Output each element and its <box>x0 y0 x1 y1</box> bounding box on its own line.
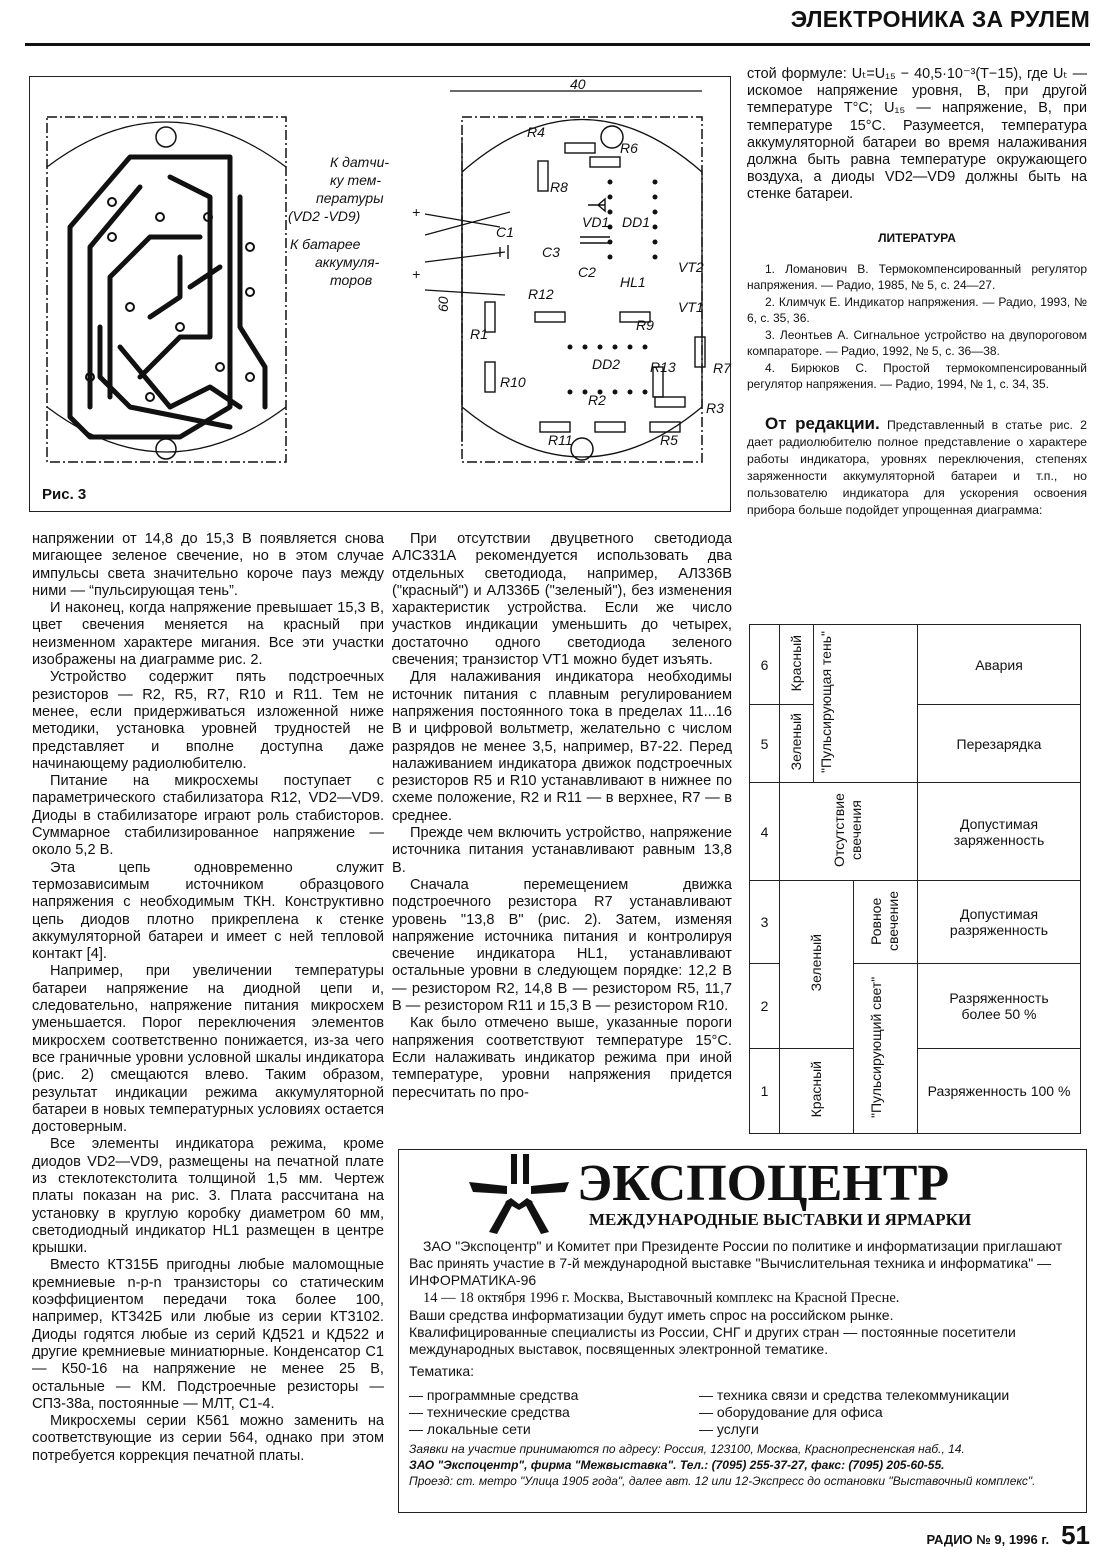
expocentre-advertisement <box>398 1149 1087 1513</box>
literature-list <box>747 261 1087 393</box>
paragraph: При отсутствии двуцветного светодиода АЛС331А рекомендуется использовать два отдельных светодиода, например, АЛ336В ("красный") и АЛ336Б ("зеленый"), без изменения характеристик устройства. Если же число участков индикации уменьшить до четырех, достаточно одного светодиода зеленого свечения; транзистор VT1 можно будет изъять. <box>392 531 732 669</box>
paragraph: Питание на микросхемы поступает с параметрического стабилизатора R12, VD2—VD9. Диоды в стабилизаторе играют роль стабисторов. Суммарное стабилизированное напряжение — около 5,2 В. <box>32 773 384 859</box>
paragraph: Сначала перемещением движка подстроечного резистора R7 устанавливают уровень "13,8 В" (рис. 2). Затем, изменяя напряжение источника питания и контролируя свечение индикатора HL1, устанавливают остальные уровни в следующем порядке: 12,2 В — резистором R2, 14,8 В — резистором R5, 11,7 В — резистором R11 и 15,3 В — резистором R10. <box>392 876 732 1015</box>
label-c2: C2 <box>578 264 596 280</box>
literature-item: 1. Ломанович В. Термокомпенсированный регулятор напряжения. — Радио, 1985, № 5, с. 24—27. <box>747 261 1087 293</box>
topic-item: — техника связи и средства телекоммуникации <box>699 1386 1010 1403</box>
paragraph: Эта цепь одновременно служит термозависимым источником образцового напряжения с необходимым ТКН. Конструктивно цепь диодов плотно прикреплена к стенке аккумуляторной батареи и имеет с ней тепловой контакт [4]. <box>32 859 384 963</box>
battery-label-3: торов <box>330 272 373 288</box>
label-r10: R10 <box>500 374 526 390</box>
diagram-row-3 <box>750 881 1081 964</box>
article-column-2 <box>392 531 732 1102</box>
pcb-drawing <box>30 77 732 513</box>
ad-line: Ваши средства информатизации будут иметь спрос на российском рынке. <box>409 1306 894 1323</box>
topic-item: — технические средства <box>409 1403 570 1420</box>
dim-height: 60 <box>435 296 451 312</box>
label-r2: R2 <box>588 392 606 408</box>
article-column-3 <box>747 66 1087 519</box>
topic-item: — оборудование для офиса <box>699 1403 883 1420</box>
diagram-row-4 <box>750 783 1081 881</box>
label-r6: R6 <box>620 140 638 156</box>
plus-sign: + <box>412 204 421 220</box>
literature-item: 2. Климчук Е. Индикатор напряжения. — Радио, 1993, № 6, с. 35, 36. <box>747 294 1087 326</box>
label-c3: C3 <box>542 244 560 260</box>
literature-item: 4. Бирюков С. Простой термокомпенсированный регулятор напряжения. — Радио, 1994, № 1, с. 34, 35. <box>747 360 1087 392</box>
page-footer <box>880 1520 1090 1551</box>
formula-paragraph: стой формуле: Uₜ=U₁₅ − 40,5·10⁻³(Т−15), где Uₜ — искомое напряжение уровня, В, при другой температуре Т°С; U₁₅ — напряжение, В, при температуре 15°С. Разумеется, температура аккумуляторной батареи во время налаживания должна быть равна температуре окружающего воздуха, а диоды VD2—VD9 должны быть на стенке батареи. <box>747 66 1087 203</box>
paragraph: Для налаживания индикатора необходимы источник питания с плавным регулированием напряжения постоянного тока в пределах 11...16 В и цифровой вольтметр, желательно с числом разрядов не менее 3,5, например, В7-22. Перед налаживанием индикатора движок подстроечных резисторов R5 и R10 устанавливают в нижнее по схеме положение, R2 и R11 — в верхнее, R7 — в среднее. <box>392 669 732 824</box>
ad-body <box>409 1238 1077 1489</box>
level-2: 2 <box>750 964 780 1049</box>
level-3: 3 <box>750 881 780 964</box>
state-6: Авария <box>918 625 1081 705</box>
battery-label-1: К батарее <box>290 236 361 252</box>
label-r4: R4 <box>527 124 545 140</box>
color-red: Красный <box>780 1049 854 1134</box>
mount-hole <box>156 127 176 147</box>
paragraph: Например, при увеличении температуры батареи напряжение на диодной цепи и, следовательно, напряжение питания микросхем уменьшается. Порог переключения элементов микросхем соответственно понижается, из-за чего все граничные уровни условной шкалы индикатора (рис. 2) смещаются влево. Таким образом, результат индикации режима аккумуляторной батареи в новых температурных условиях остается достоверным. <box>32 963 384 1136</box>
topic-item: — программные средства <box>409 1386 579 1403</box>
paragraph: Вместо КТ315Б пригодны любые маломощные кремниевые n-p-n транзисторы со статическим коэффициентом передачи тока более 100, например, КТ342Б или любые из серии КТ3102. Диоды годятся любые из серий КД521 и КД522 и другие кремниевые миниатюрные. Конденсатор С1 — К50-16 на напряжение не менее 25 В, остальные — КМ. Подстроечные резисторы — СП3-38а, постоянные — МЛТ, С1-4. <box>32 1257 384 1412</box>
paragraph: Как было отмечено выше, указанные пороги напряжения соответствуют температуре 15°С. Если налаживать индикатор режима при иной температуре, уровни напряжения придется пересчитать по про- <box>392 1015 732 1101</box>
state-3: Допустимая разряженность <box>918 881 1081 964</box>
label-r11: R11 <box>548 432 573 448</box>
paragraph: напряжении от 14,8 до 15,3 В появляется снова мигающее зеленое свечение, но в этом случае импульсы света значительно короче пауз между ними — “пульсирующая тень”. <box>32 531 384 599</box>
label-r8: R8 <box>550 179 568 195</box>
ad-line: Квалифицированные специалисты из России, СНГ и других стран — постоянные посетители международных выставок, посвященных электронной тематике. <box>409 1324 1016 1358</box>
editor-label: От редакции. <box>765 413 880 433</box>
label-vd1: VD1 <box>582 214 610 230</box>
contact-directions: Проезд: ст. метро "Улица 1905 года", далее авт. 12 или 12-Экспресс до остановки "Выставочный комплекс". <box>409 1473 1036 1488</box>
sensor-label-1: К датчи- <box>330 154 390 170</box>
mode-no-glow: Отсутствие свечения <box>780 783 918 881</box>
topics-title: Тематика: <box>409 1363 474 1380</box>
label-vt2: VT2 <box>678 259 704 275</box>
state-1: Разряженность 100 % <box>918 1049 1081 1134</box>
board-outline-left <box>47 117 286 462</box>
paragraph: Прежде чем включить устройство, напряжение источника питания устанавливают равным 13,8 В. <box>392 825 732 876</box>
paragraph: Все элементы индикатора режима, кроме диодов VD2—VD9, размещены на печатной плате из стеклотекстолита толщиной 1,5 мм. Чертеж платы показан на рис. 3. Плата рассчитана на установку в круглую коробку диаметром 60 мм, светодиодный индикатор HL1 размещен в центре крышки. <box>32 1136 384 1257</box>
brand-subtitle: МЕЖДУНАРОДНЫЕ ВЫСТАВКИ И ЯРМАРКИ <box>589 1210 972 1229</box>
indicator-diagram <box>749 624 1081 1134</box>
color-red: Красный <box>780 625 814 705</box>
mount-hole <box>156 439 176 459</box>
mode-pulsing-shadow: "Пульсирующая тень" <box>814 625 918 783</box>
copper-traces <box>70 157 265 437</box>
article-column-1 <box>32 531 384 1465</box>
topic-item: — локальные сети <box>409 1420 531 1437</box>
label-dd1: DD1 <box>622 214 651 230</box>
label-r9: R9 <box>636 317 654 333</box>
brand-name: ЭКСПОЦЕНТР <box>577 1155 950 1212</box>
contact-phone: ЗАО "Экспоцентр", фирма "Межвыставка". Тел.: (7095) 255-37-27, факс: (7095) 205-60-55. <box>409 1457 945 1472</box>
level-5: 5 <box>750 705 780 783</box>
state-5: Перезарядка <box>918 705 1081 783</box>
topics-list <box>409 1387 1077 1438</box>
sensor-label-2: ку тем- <box>330 172 382 188</box>
sensor-label-4: (VD2 -VD9) <box>288 208 361 224</box>
ad-dates: 14 — 18 октября 1996 г. Москва, Выставочный комплекс на Красной Пресне. <box>423 1289 900 1306</box>
level-4: 4 <box>750 783 780 881</box>
paragraph: И наконец, когда напряжение превышает 15,3 В, цвет свечения меняется на красный при неизменном характере мигания. Все эти участки изображены на диаграмме рис. 2. <box>32 600 384 669</box>
issue-info: РАДИО № 9, 1996 г. <box>926 1532 1050 1547</box>
label-r7: R7 <box>713 360 731 376</box>
literature-item: 3. Леонтьев А. Сигнальное устройство на двупороговом компараторе. — Радио, 1992, № 5, с. 36—38. <box>747 327 1087 359</box>
level-1: 1 <box>750 1049 780 1134</box>
label-r1: R1 <box>470 326 488 342</box>
dim-width: 40 <box>570 77 586 92</box>
mode-steady: Ровное свечение <box>854 881 918 964</box>
contact-address: Заявки на участие принимаются по адресу: Россия, 123100, Москва, Краснопресненская наб., 14. <box>409 1441 965 1456</box>
editor-note <box>747 415 1087 519</box>
label-r3: R3 <box>706 400 724 416</box>
color-green: Зеленый <box>780 705 814 783</box>
expocentre-logo-icon <box>469 1154 569 1234</box>
plus-sign: + <box>412 266 421 282</box>
board-outline-right <box>462 117 702 462</box>
diagram-row-6 <box>750 625 1081 705</box>
label-r5: R5 <box>660 432 678 448</box>
level-6: 6 <box>750 625 780 705</box>
label-dd2: DD2 <box>592 356 621 372</box>
section-header: ЭЛЕКТРОНИКА ЗА РУЛЕМ <box>790 6 1090 32</box>
battery-label-2: аккумуля- <box>315 254 380 270</box>
figure-3 <box>29 76 731 512</box>
paragraph: Микросхемы серии К561 можно заменить на соответствующие из серии 564, однако при этом потребуется коррекция печатной платы. <box>32 1413 384 1464</box>
figure-caption: Рис. 3 <box>42 486 87 503</box>
label-c1: C1 <box>496 224 514 240</box>
literature-title: ЛИТЕРАТУРА <box>878 230 956 245</box>
state-2: Разряженность более 50 % <box>918 964 1081 1049</box>
label-r13: R13 <box>650 359 676 375</box>
state-4: Допустимая заряженность <box>918 783 1081 881</box>
topic-item: — услуги <box>699 1420 759 1437</box>
editor-text: Представленный в статье рис. 2 дает радиолюбителю полное представление о характере работы индикатора, уровнях переключения, степенях заряженности аккумуляторной батареи и т.п., но пользователю индикатора для ускорения освоения прибора больше подойдет упрощенная диаграмма: <box>747 417 1087 517</box>
mode-pulsing-light: "Пульсирующий свет" <box>854 964 918 1134</box>
label-r12: R12 <box>528 286 554 302</box>
paragraph: Устройство содержит пять подстроечных резисторов — R2, R5, R7, R10 и R11. Тем не менее, если придерживаться изложенной ниже методики, установка уровней трудностей не представляет и вполне доступна даже начинающему радиолюбителю. <box>32 669 384 772</box>
sensor-label-3: пературы <box>316 190 384 206</box>
page-number: 51 <box>1061 1520 1090 1550</box>
header-rule <box>25 43 1090 46</box>
ad-intro: ЗАО "Экспоцентр" и Комитет при Президенте России по политике и информатизации приглашают Вас принять участие в 7-й международной выставке "Вычислительная техника и информатика" — ИНФОРМАТИКА-96 <box>409 1238 1063 1289</box>
label-vt1: VT1 <box>678 299 704 315</box>
label-hl1: HL1 <box>620 274 646 290</box>
ad-contacts <box>409 1441 1077 1489</box>
color-green: Зеленый <box>780 881 854 1049</box>
